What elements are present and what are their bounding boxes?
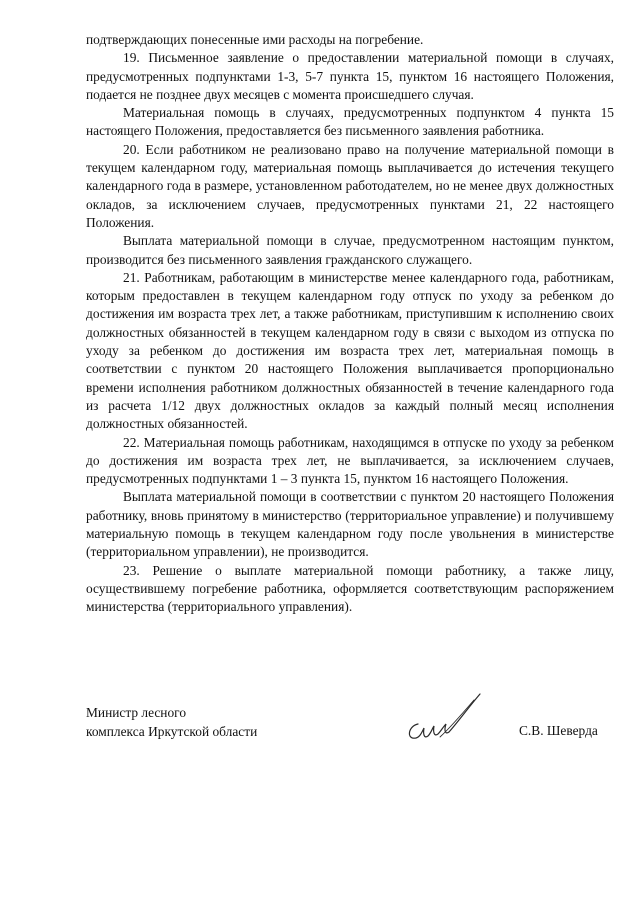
paragraph-22: 22. Материальная помощь работникам, находящимся в отпуске по уходу за ребенком до достижения им возраста трех лет, не выплачивается, за исключением случаев, предусмотренных подпунктами 1 – 3 пункта 15, пунктом 16 настоящего Положения.: [86, 434, 614, 487]
signatory-name: С.В. Шеверда: [519, 723, 598, 738]
signatory-title-line-1: Министр лесного: [86, 705, 187, 720]
paragraph-21: 21. Работникам, работающим в министерстве менее календарного года, работникам, которым предоставлен в текущем календарном году отпуск по уходу за ребенком до достижения им возраста трех лет, а также работникам, приступившим к исполнению своих должностных обязанностей в текущем календарном году в связи с выходом из отпуска по уходу за ребенком до достижения им возраста трех лет, материальная помощь в соответствии с пунктом 20 настоящего Положения выплачивается пропорционально времени исполнения работником должностных обязанностей в течение календарного года из расчета 1/12 двух должностных окладов за каждый полный месяц исполнения должностных обязанностей.: [86, 269, 614, 432]
paragraph-22-note: Выплата материальной помощи в соответствии с пунктом 20 настоящего Положения работнику, вновь принятому в министерство (территориальное управление) и получившему материальную помощь в текущем календарном году после увольнения в министерстве (территориальном управлении), не производится.: [86, 489, 614, 560]
signatory-title: [86, 704, 257, 741]
paragraph-23: 23. Решение о выплате материальной помощи работнику, а также лицу, осуществившему погребение работника, оформляется соответствующим распоряжением министерства (территориального управления).: [86, 562, 614, 615]
document-body: [86, 31, 614, 617]
handwritten-signature: [396, 690, 486, 750]
paragraph-20-note: Выплата материальной помощи в случае, предусмотренном настоящим пунктом, производится без письменного заявления гражданского служащего.: [86, 233, 614, 267]
paragraph-19: 19. Письменное заявление о предоставлении материальной помощи в случаях, предусмотренных подпунктами 1-3, 5-7 пункта 15, пунктом 16 настоящего Положения, подается не позднее двух месяцев с момента происшедшего случая.: [86, 50, 614, 102]
signatory-title-line-2: комплекса Иркутской области: [86, 723, 258, 739]
paragraph-19-note: Материальная помощь в случаях, предусмотренных подпунктом 4 пункта 15 настоящего Положения, предоставляется без письменного заявления работника.: [86, 105, 614, 139]
paragraph-20: 20. Если работником не реализовано право на получение материальной помощи в текущем календарном году, материальная помощь выплачивается до истечения текущего календарного года в размере, установленном работодателем, но не менее двух должностных окладов, за исключением случаев, предусмотренных пунктами 21, 22 настоящего Положения.: [86, 141, 614, 230]
paragraph-continuation: подтверждающих понесенные ими расходы на погребение.: [86, 32, 424, 47]
